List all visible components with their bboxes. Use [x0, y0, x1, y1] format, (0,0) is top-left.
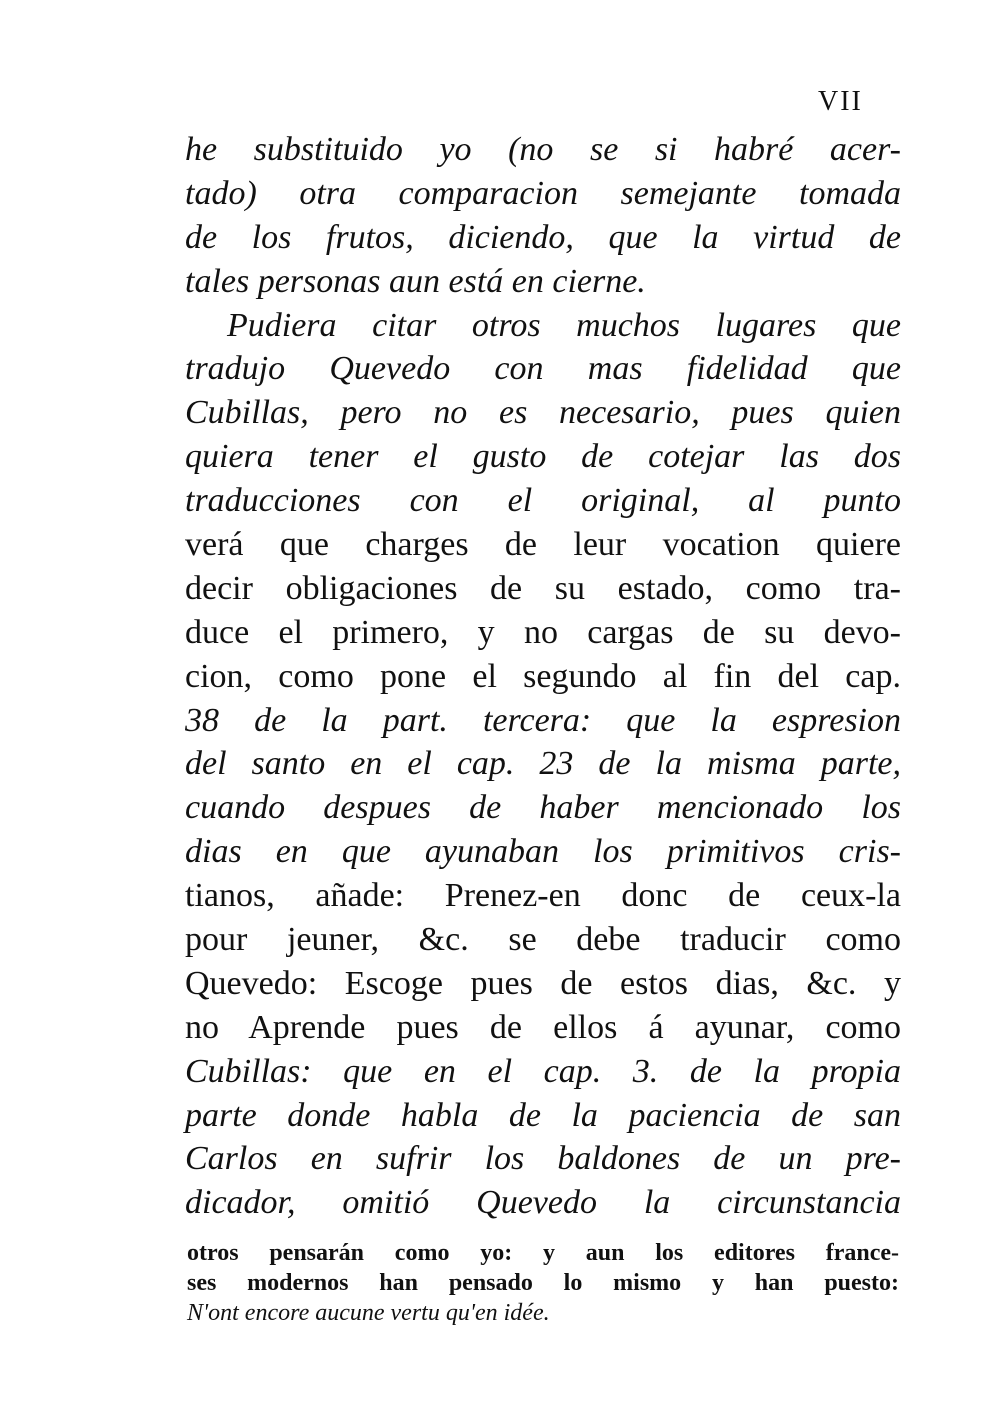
text-line: Carlos en sufrir los baldones de un pre- — [185, 1140, 901, 1178]
text-line: dias en que ayunaban los primitivos cris- — [185, 833, 901, 871]
text-line: del santo en el cap. 23 de la misma parte, — [185, 745, 901, 783]
footnote-line: ses modernos han pensado lo mismo y han puesto: — [187, 1270, 899, 1296]
body-text — [185, 128, 901, 1225]
text-line: tado) otra comparacion semejante tomada — [185, 174, 901, 212]
text-line: he substituido yo (no se si habré acer- — [185, 131, 901, 168]
text-line: 38 de la part. tercera: que la espresion — [185, 701, 901, 739]
text-line: parte donde habla de la paciencia de san — [185, 1096, 901, 1134]
footnote-line: N'ont encore aucune vertu qu'en idée. — [187, 1300, 550, 1326]
page-number: VII — [818, 86, 863, 117]
text-line: Pudiera citar otros muchos lugares que — [227, 306, 901, 344]
text-line: Cubillas: que en el cap. 3. de la propia — [185, 1052, 901, 1090]
text-line: de los frutos, diciendo, que la virtud de — [185, 218, 901, 256]
footnote — [187, 1238, 899, 1328]
text-line: traducciones con el original, al punto — [185, 482, 901, 520]
text-line: dicador, omitió Quevedo la circunstancia — [185, 1184, 901, 1222]
text-line: tianos, añade: Prenez-en donc de ceux-la — [185, 877, 901, 915]
text-line: Cubillas, pero no es necesario, pues quien — [185, 394, 901, 432]
text-line: duce el primero, y no cargas de su devo- — [185, 613, 901, 651]
text-line: cuando despues de haber mencionado los — [185, 789, 901, 827]
text-line: quiera tener el gusto de cotejar las dos — [185, 438, 901, 476]
text-line: cion, como pone el segundo al fin del cap. — [185, 657, 901, 695]
text-line: tales personas aun está en cierne. — [185, 262, 646, 300]
footnote-line: otros pensarán como yo: y aun los editores france- — [187, 1240, 899, 1266]
text-line: pour jeuner, &c. se debe traducir como — [185, 921, 901, 959]
text-line: decir obligaciones de su estado, como tra- — [185, 569, 901, 607]
text-line: tradujo Quevedo con mas fidelidad que — [185, 350, 901, 388]
text-line: no Aprende pues de ellos á ayunar, como — [185, 1008, 901, 1046]
text-line: verá que charges de leur vocation quiere — [185, 526, 901, 564]
text-line: Quevedo: Escoge pues de estos dias, &c. y — [185, 964, 901, 1002]
